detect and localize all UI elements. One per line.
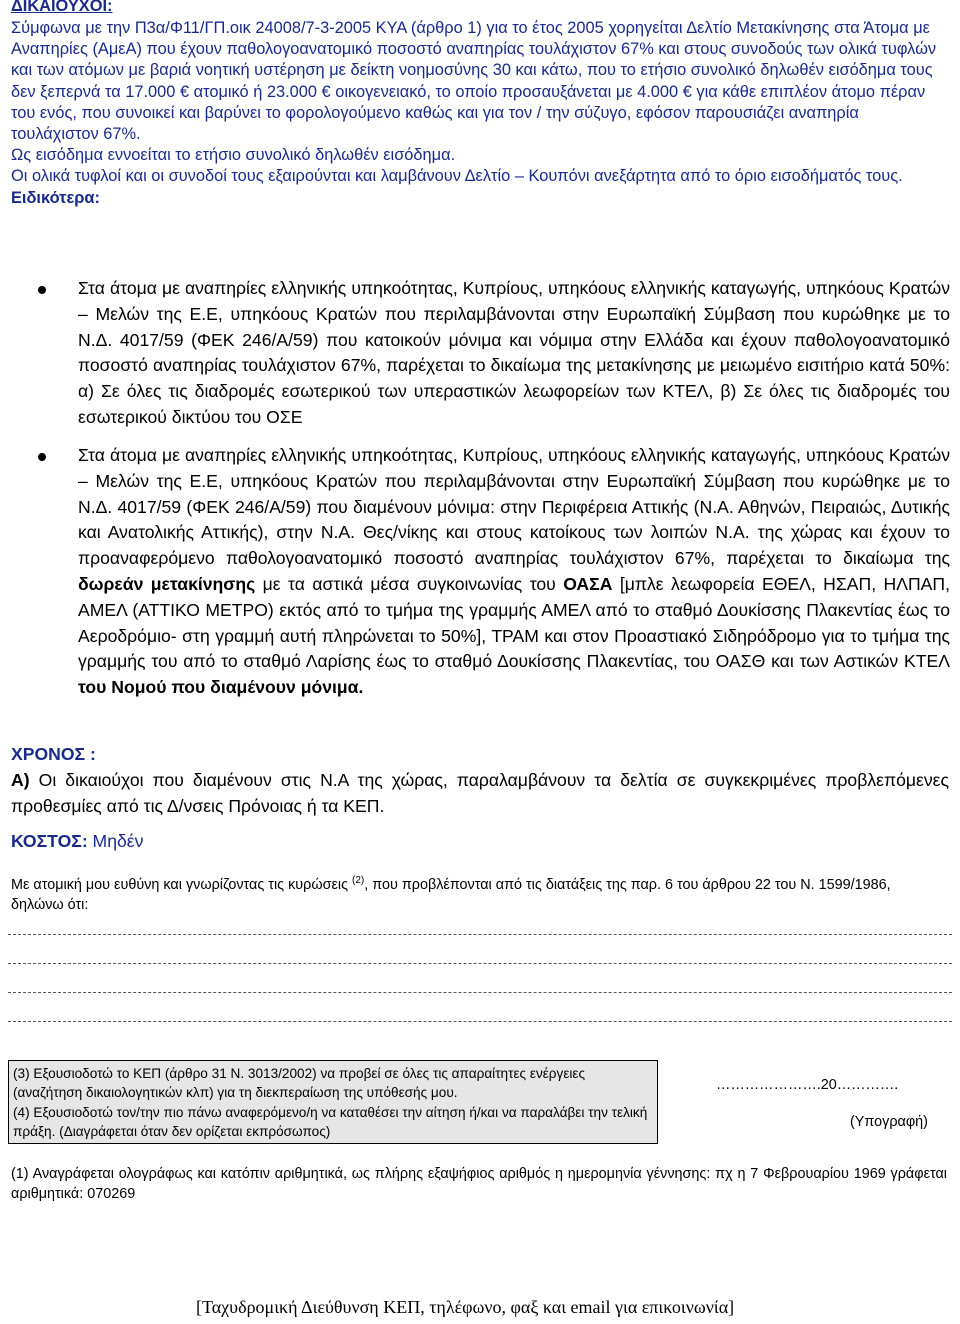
section-heading: ΔΙΚΑΙΟΥΧΟΙ: xyxy=(11,0,113,15)
fill-line[interactable] xyxy=(8,992,952,993)
footnote-4: (4) Εξουσιοδοτώ τον/την πιο πάνω αναφερόμενο/η να καταθέσει την αίτηση ή/και να παραλάβει την τελική πράξη. (Διαγράφεται όταν δεν ορίζεται εκπρόσωπος) xyxy=(13,1105,648,1140)
specifics-label: Ειδικότερα: xyxy=(11,188,100,207)
income-definition: Ως εισόδημα εννοείται το ετήσιο συνολικό δηλωθέν εισόδημα. xyxy=(11,146,456,165)
bullet-item-free-transport: Στα άτομα με αναπηρίες ελληνικής υπηκοότητας, Κυπρίους, υπηκόους ελληνικής καταγωγής, υπηκόους Κρατών – Μελών της Ε.Ε, υπηκόους Κρατών που περιλαμβάνονται στην Ευρωπαϊκή Σύμβαση που κυρώθηκε με το Ν.Δ. 4017/59 (ΦΕΚ 246/Α/59) που διαμένουν μόνιμα: στην Περιφέρεια Αττικής (Ν.Α. Αθηνών, Πειραιώς, Δυτικής και Ανατολικής Αττικής), στην Ν.Α. Θες/νίκης και στους κατοίκους των λοιπών Ν.Α. της χώρας και έχουν το προαναφερόμενο παθολογοανατομικό ποσοστό αναπηρίας τουλάχιστον 67%, παρέχεται το δικαίωμα της δωρεάν μετακίνησης με τα αστικά μέσα συγκοινωνίας του ΟΑΣΑ [μπλε λεωφορεία ΕΘΕΛ, ΗΣΑΠ, ΗΛΠΑΠ, ΑΜΕΛ (ΑΤΤΙΚΟ ΜΕΤΡΟ) εκτός από το τμήμα της γραμμής ΑΜΕΛ από το σταθμό Δουκίσσης Πλακεντίας έως το Αεροδρόμιο- στη γραμμή αυτή πληρώνεται το 50%], ΤΡΑΜ και στον Προαστιακό Σιδηρόδρομο για το τμήμα της γραμμής του από το σταθμό Λαρίσης έως το σταθμό Δουκίσσης Πλακεντίας, του ΟΑΣΘ και των Αστικών ΚΤΕΛ του Νομού που διαμένουν μόνιμα. xyxy=(78,445,950,698)
fill-line[interactable] xyxy=(8,963,952,964)
bullet-dot xyxy=(38,286,46,294)
intro-paragraph: Σύμφωνα με την Π3α/Φ11/ΓΠ.οικ 24008/7-3-2005 ΚΥΑ (άρθρο 1) για το έτος 2005 χορηγείται Δελτίο Μετακίνησης στα Άτομα με Αναπηρίες (ΑμεΑ) που έχουν παθολογοανατομικό ποσοστό αναπηρίας τουλάχιστον 67% και στους συνοδούς των ολικά τυφλών και των ατόμων με βαριά νοητική υστέρηση με δείκτη νοημοσύνης 30 και κάτω, που το ετήσιο συνολικό δηλωθέν εισόδημα τους δεν ξεπερνά τα 17.000 € ατομικό ή 23.000 € οικογενειακό, το οποίο προσαυξάνεται με 4.000 € για κάθε επιπλέον άτομο πέραν του ενός, που συνοικεί και βαρύνει το φορολογούμενο καθώς και για τον / την σύζυγο, εφόσον παρουσιάζει αναπηρία τουλάχιστον 67%. xyxy=(11,19,937,144)
bullet-item-discount: Στα άτομα με αναπηρίες ελληνικής υπηκοότητας, Κυπρίους, υπηκόους ελληνικής καταγωγής, υπηκόους Κρατών – Μελών της Ε.Ε, υπηκόους Κρατών που περιλαμβάνονται στην Ευρωπαϊκή Σύμβαση που κυρώθηκε με το Ν.Δ. 4017/59 (ΦΕΚ 246/Α/59) που κατοικούν μόνιμα και νόμιμα στην Ελλάδα και έχουν παθολογοανατομικό ποσοστό αναπηρίας τουλάχιστον 67%, παρέχεται το δικαίωμα της μετακίνησης με μειωμένο εισιτήριο κατά 50%: α) Σε όλες τις διαδρομές εσωτερικού των υπεραστικών λεωφορείων των ΚΤΕΛ, β) Σε όλες τις διαδρομές του εσωτερικού δικτύου του ΟΣΕ xyxy=(78,278,950,427)
footnote-1: (1) Αναγράφεται ολογράφως και κατόπιν αριθμητικά, ως πλήρης εξαψήφιος αριθμός η ημερομηνία γέννησης: πχ η 7 Φεβρουαρίου 1969 γράφεται αριθμητικά: 070269 xyxy=(11,1166,947,1202)
footnote-3: (3) Εξουσιοδοτώ το ΚΕΠ (άρθρο 31 Ν. 3013/2002) να προβεί σε όλες τις απαραίτητες ενέργειες (αναζήτηση δικαιολογητικών κλπ) για τη διεκπεραίωση της υπόθεσής μου. xyxy=(13,1066,586,1101)
intro-block xyxy=(11,18,949,209)
signature-label: (Υπογραφή) xyxy=(850,1114,928,1130)
contact-info-note: [Ταχυδρομική Διεύθυνση ΚΕΠ, τηλέφωνο, φαξ και email για επικοινωνία] xyxy=(196,1297,735,1317)
fill-line[interactable] xyxy=(8,1021,952,1022)
time-text: Α) Οι δικαιούχοι που διαμένουν στις Ν.Α της χώρας, παραλαμβάνουν τα δελτία σε συγκεκριμένες προβλεπόμενες προθεσμίες από τις Δ/νσεις Πρόνοιας ή τα ΚΕΠ. xyxy=(11,770,949,816)
declaration-text: Με ατομική μου ευθύνη και γνωρίζοντας τις κυρώσεις $^{(2)}$, που προβλέπονται από τις διατάξεις της παρ. 6 του άρθρου 22 του Ν. 1599/1986, δηλώνω ότι: xyxy=(11,875,891,913)
date-line[interactable]: ………………….20…………. xyxy=(716,1077,899,1093)
authorization-footnotes-box xyxy=(8,1060,658,1144)
blind-exemption: Οι ολικά τυφλοί και οι συνοδοί τους εξαιρούνται και λαμβάνουν Δελτίο – Κουπόνι ανεξάρτητα από το όριο εισοδήματός τους. xyxy=(11,167,903,186)
fill-line[interactable] xyxy=(8,934,952,935)
bullet-dot xyxy=(38,453,46,461)
time-heading: ΧΡΟΝΟΣ : xyxy=(11,744,96,764)
cost-line: ΚΟΣΤΟΣ: Μηδέν xyxy=(11,831,144,851)
